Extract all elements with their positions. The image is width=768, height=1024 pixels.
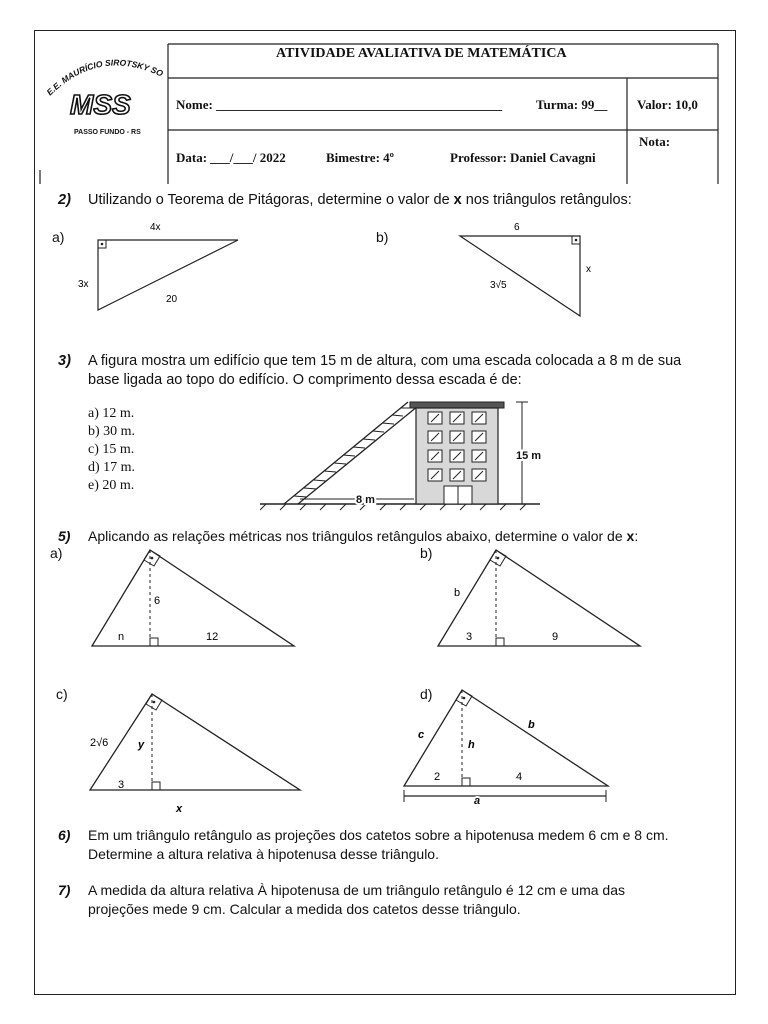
school-name-arc: E.E. MAURÍCIO SIROTSKY SO — [44, 57, 165, 98]
question-number: 3) — [58, 353, 71, 369]
option-e: e) 20 m. — [88, 478, 135, 493]
projection-n: 9 — [552, 631, 559, 643]
item-label-2b: b) — [376, 229, 389, 245]
option-d: d) 17 m. — [88, 460, 136, 475]
item-label-5b: b) — [420, 545, 433, 561]
option-c: c) 15 m. — [88, 442, 135, 457]
height-label: 15 m — [516, 450, 542, 462]
height-label: h — [468, 739, 475, 751]
projection-n: 12 — [206, 631, 219, 643]
hypotenuse: 3√5 — [490, 280, 507, 291]
question-text: Aplicando as relações métricas nos triângulos retângulos abaixo, determine o valor de — [88, 528, 627, 544]
question-number: 7) — [58, 882, 71, 898]
question-text: Utilizando o Teorema de Pitágoras, determine o valor de — [88, 192, 454, 208]
item-label-2a: a) — [52, 229, 65, 245]
date-field: Data: ___/___/ 2022 — [176, 150, 286, 165]
projection-m: 2 — [434, 771, 441, 783]
side-c: c — [418, 729, 425, 741]
side-top: 4x — [150, 222, 161, 233]
item-label-5a: a) — [50, 545, 63, 561]
variable-x: x — [626, 528, 635, 544]
projection-m: n — [118, 631, 125, 643]
logo-graphic — [40, 48, 166, 140]
option-a: a) 12 m. — [88, 406, 135, 421]
question-text-line1: Em um triângulo retângulo as projeções dos catetos sobre a hipotenusa medem 6 cm e 8 cm. — [88, 827, 669, 843]
side-right: x — [586, 264, 591, 275]
building-ladder-figure — [260, 396, 560, 516]
question-text-line1: A medida da altura relativa À hipotenusa de um triângulo retângulo é 12 cm e uma das — [88, 882, 625, 898]
side-b: b — [528, 719, 535, 731]
logo-monogram: MSS — [70, 89, 131, 120]
question-3 — [58, 352, 681, 370]
height-label: 6 — [154, 595, 161, 607]
hypotenuse-a: a — [474, 795, 481, 807]
variable-x: x — [176, 803, 183, 815]
triangle-5c — [80, 686, 340, 816]
question-number: 2) — [58, 192, 71, 208]
question-text-end: nos triângulos retângulos: — [461, 192, 632, 208]
question-3-cont: base ligada ao topo do edifício. O comprimento dessa escada é de: — [88, 372, 522, 388]
page-title: ATIVIDADE AVALIATIVA DE MATEMÁTICA — [276, 46, 567, 61]
option-b: b) 30 m. — [88, 424, 136, 439]
triangle-5a — [88, 542, 328, 652]
question-text-end: : — [634, 528, 639, 544]
projection-m: 3 — [466, 631, 473, 643]
projection-n: 4 — [516, 771, 523, 783]
logo-city: PASSO FUNDO - RS — [74, 129, 141, 136]
name-field: Nome: ____________________________________________ — [176, 97, 503, 112]
question-number: 6) — [58, 827, 71, 843]
hypotenuse: 20 — [166, 294, 178, 305]
side-top: 6 — [514, 222, 520, 233]
question-6 — [58, 826, 669, 844]
question-7 — [58, 881, 625, 899]
question-number: 5) — [58, 528, 71, 544]
question-6-cont: Determine a altura relativa à hipotenusa desse triângulo. — [88, 846, 439, 862]
professor-field: Professor: Daniel Cavagni — [450, 150, 596, 165]
base-label: 8 m — [356, 494, 375, 506]
item-label-5c: c) — [56, 686, 68, 702]
turma-field: Turma: 99__ — [536, 97, 608, 112]
triangle-2b — [450, 218, 620, 328]
triangle-5d — [396, 684, 646, 814]
valor-field: Valor: 10,0 — [637, 97, 698, 112]
side-left: 3x — [78, 279, 89, 290]
nota-field: Nota: — [639, 134, 671, 149]
item-label-5d: d) — [420, 686, 433, 702]
side-c: 2√6 — [90, 737, 109, 749]
question-text-line1: A figura mostra um edifício que tem 15 m de altura, com uma escada colocada a 8 m de sua — [88, 353, 682, 369]
question-7-cont: projeções mede 9 cm. Calcular a medida dos catetos desse triângulo. — [88, 901, 521, 917]
question-2 — [58, 191, 632, 209]
variable-x: x — [453, 192, 462, 208]
side-c: b — [454, 587, 461, 599]
height-label: y — [138, 739, 145, 751]
school-logo — [40, 48, 166, 140]
triangle-2a — [70, 218, 270, 328]
bimestre-field: Bimestre: 4º — [326, 150, 394, 165]
triangle-5b — [434, 542, 674, 652]
projection-m: 3 — [118, 779, 125, 791]
